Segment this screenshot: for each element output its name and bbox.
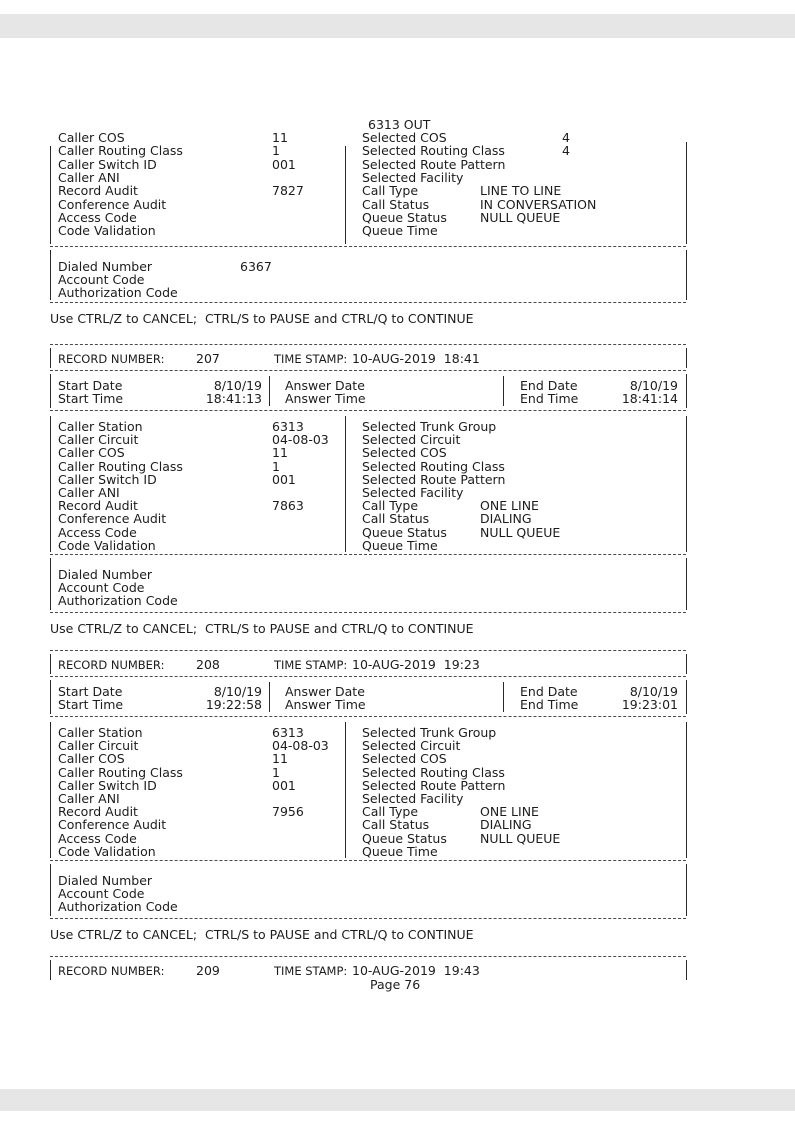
dashed-rule — [50, 676, 686, 677]
field-label: Caller COS — [58, 445, 125, 461]
vertical-rule — [686, 142, 687, 244]
control-hint-text: Use CTRL/Z to CANCEL; CTRL/S to PAUSE and CTRL/Q to CONTINUE — [50, 311, 474, 326]
field-value: ONE LINE — [480, 498, 539, 514]
record-number-value: 209 — [196, 963, 220, 978]
account-code-label: Account Code — [58, 272, 145, 287]
field-value: 7827 — [272, 183, 304, 199]
field-label: Queue Status — [362, 524, 447, 540]
field-label: Code Validation — [58, 843, 156, 859]
start-date-value: 8/10/19 — [213, 684, 262, 699]
field-label: Record Audit — [58, 498, 138, 514]
field-label: Caller Circuit — [58, 432, 139, 448]
answer-time-label: Answer Time — [285, 697, 366, 712]
field-label: Conference Audit — [58, 817, 167, 833]
vertical-rule — [50, 348, 51, 368]
field-label: Caller COS — [58, 751, 125, 767]
field-label: Selected Route Pattern — [362, 777, 506, 793]
start-date-value: 8/10/19 — [213, 378, 262, 393]
end-time-value: 18:41:14 — [621, 391, 678, 406]
field-label: Selected COS — [362, 445, 447, 461]
field-label: Conference Audit — [58, 511, 167, 527]
dashed-rule — [50, 370, 686, 371]
end-time-value: 19:23:01 — [621, 697, 678, 712]
answer-date-label: Answer Date — [285, 684, 365, 699]
field-label: Caller Switch ID — [58, 777, 157, 793]
field-value: 4 — [562, 130, 570, 145]
field-label: Access Code — [58, 830, 137, 846]
field-value: 04-08-03 — [272, 432, 329, 448]
dashed-rule — [50, 650, 686, 651]
field-value: DIALING — [480, 817, 532, 833]
field-label: Caller COS — [58, 130, 125, 145]
dialed-number-label: Dialed Number — [58, 873, 153, 888]
dashed-rule — [50, 612, 686, 613]
field-label: Caller Circuit — [58, 738, 139, 754]
account-code-label: Account Code — [58, 886, 145, 901]
field-label: Caller Station — [58, 725, 143, 740]
time-stamp-value: 10-AUG-2019 18:41 — [352, 351, 480, 366]
vertical-rule — [50, 960, 51, 980]
vertical-rule — [686, 374, 687, 408]
field-label: Code Validation — [58, 537, 156, 553]
field-label: Caller ANI — [58, 485, 120, 500]
record-number-value: 207 — [196, 351, 220, 366]
field-label: Caller ANI — [58, 169, 120, 185]
record-number-label: RECORD NUMBER: — [58, 658, 165, 672]
end-date-label: End Date — [520, 684, 578, 699]
vertical-rule — [269, 682, 270, 712]
field-label: Selected Facility — [362, 169, 464, 185]
vertical-rule — [269, 376, 270, 406]
start-time-label: Start Time — [58, 391, 124, 406]
time-stamp-label: TIME STAMP: — [274, 964, 348, 978]
vertical-rule — [686, 864, 687, 916]
time-stamp-value: 10-AUG-2019 19:43 — [352, 963, 480, 978]
field-label: Queue Time — [362, 223, 438, 239]
vertical-rule — [686, 558, 687, 610]
vertical-rule — [50, 864, 51, 916]
scan-bottom-band — [0, 1089, 795, 1111]
end-time-label: End Time — [520, 391, 579, 406]
dashed-rule — [50, 344, 686, 345]
field-label: Selected Routing Class — [362, 143, 505, 159]
field-label: Selected Routing Class — [362, 458, 505, 474]
field-value: 001 — [272, 471, 296, 487]
dashed-rule — [50, 246, 686, 247]
start-date-label: Start Date — [58, 378, 123, 393]
field-value: 1 — [272, 143, 280, 159]
dialed-number-label: Dialed Number — [58, 259, 153, 274]
answer-date-label: Answer Date — [285, 378, 365, 393]
vertical-rule — [686, 250, 687, 300]
field-label: Selected Facility — [362, 791, 464, 806]
field-label: Selected Facility — [362, 485, 464, 500]
vertical-rule — [50, 374, 51, 408]
vertical-rule — [686, 722, 687, 858]
vertical-rule — [686, 654, 687, 674]
dashed-rule — [50, 860, 686, 861]
start-time-value: 18:41:13 — [205, 391, 262, 406]
field-value: 1 — [272, 458, 280, 474]
vertical-rule — [50, 722, 51, 858]
authorization-code-label: Authorization Code — [58, 899, 178, 914]
authorization-code-label: Authorization Code — [58, 593, 178, 608]
field-label: Queue Status — [362, 830, 447, 846]
field-value: NULL QUEUE — [480, 830, 561, 846]
field-label: Queue Time — [362, 843, 438, 859]
start-date-label: Start Date — [58, 684, 123, 699]
vertical-rule — [50, 416, 51, 552]
account-code-label: Account Code — [58, 580, 145, 595]
field-label: Selected Circuit — [362, 432, 461, 448]
vertical-rule — [686, 960, 687, 980]
vertical-rule — [50, 146, 51, 244]
field-value: 7863 — [272, 498, 304, 514]
record-fragment-header: 6313 OUT — [368, 117, 431, 132]
field-label: Caller ANI — [58, 791, 120, 806]
start-time-label: Start Time — [58, 697, 124, 712]
field-value: 001 — [272, 156, 296, 172]
control-hint-text: Use CTRL/Z to CANCEL; CTRL/S to PAUSE and CTRL/Q to CONTINUE — [50, 621, 474, 636]
field-label: Caller Routing Class — [58, 143, 183, 159]
field-value: 11 — [272, 130, 288, 145]
field-label: Caller Station — [58, 419, 143, 434]
vertical-rule — [345, 722, 346, 858]
field-value: NULL QUEUE — [480, 209, 561, 225]
vertical-rule — [345, 416, 346, 552]
field-value: 1 — [272, 764, 280, 780]
field-value: 7956 — [272, 804, 304, 820]
field-label: Call Type — [362, 183, 419, 199]
field-label: Selected Route Pattern — [362, 156, 506, 172]
field-value: 001 — [272, 777, 296, 793]
vertical-rule — [503, 376, 504, 406]
field-value: LINE TO LINE — [480, 183, 562, 199]
field-value: 11 — [272, 445, 288, 461]
end-date-value: 8/10/19 — [629, 684, 678, 699]
end-time-label: End Time — [520, 697, 579, 712]
field-label: Selected COS — [362, 130, 447, 145]
field-label: Conference Audit — [58, 196, 167, 212]
start-time-value: 19:22:58 — [205, 697, 262, 712]
field-label: Queue Status — [362, 209, 447, 225]
field-label: Call Status — [362, 196, 430, 212]
dialed-number-value: 6367 — [240, 259, 272, 274]
field-value: 11 — [272, 751, 288, 767]
field-value: 04-08-03 — [272, 738, 329, 754]
end-date-label: End Date — [520, 378, 578, 393]
field-value: 6313 — [272, 419, 304, 434]
field-label: Selected COS — [362, 751, 447, 767]
field-value: 4 — [562, 143, 570, 159]
field-label: Selected Trunk Group — [362, 419, 497, 434]
field-value: IN CONVERSATION — [480, 196, 597, 212]
end-date-value: 8/10/19 — [629, 378, 678, 393]
field-value: NULL QUEUE — [480, 524, 561, 540]
control-hint-text: Use CTRL/Z to CANCEL; CTRL/S to PAUSE and CTRL/Q to CONTINUE — [50, 927, 474, 942]
time-stamp-label: TIME STAMP: — [274, 658, 348, 672]
field-label: Call Type — [362, 804, 419, 820]
page-number: Page 76 — [370, 977, 421, 992]
field-label: Code Validation — [58, 223, 156, 239]
field-value: DIALING — [480, 511, 532, 527]
dashed-rule — [50, 554, 686, 555]
vertical-rule — [50, 250, 51, 300]
dialed-number-label: Dialed Number — [58, 567, 153, 582]
field-label: Caller Routing Class — [58, 458, 183, 474]
record-number-label: RECORD NUMBER: — [58, 964, 165, 978]
field-label: Caller Switch ID — [58, 471, 157, 487]
field-label: Selected Trunk Group — [362, 725, 497, 740]
field-label: Access Code — [58, 209, 137, 225]
field-label: Call Type — [362, 498, 419, 514]
field-label: Selected Circuit — [362, 738, 461, 754]
time-stamp-label: TIME STAMP: — [274, 352, 348, 366]
field-label: Record Audit — [58, 804, 138, 820]
record-number-label: RECORD NUMBER: — [58, 352, 165, 366]
vertical-rule — [686, 348, 687, 368]
answer-time-label: Answer Time — [285, 391, 366, 406]
field-value: ONE LINE — [480, 804, 539, 820]
field-label: Call Status — [362, 817, 430, 833]
dashed-rule — [50, 918, 686, 919]
record-number-value: 208 — [196, 657, 220, 672]
dashed-rule — [50, 956, 686, 957]
dashed-rule — [50, 302, 686, 303]
vertical-rule — [686, 416, 687, 552]
vertical-rule — [50, 680, 51, 714]
field-label: Queue Time — [362, 537, 438, 553]
field-label: Selected Route Pattern — [362, 471, 506, 487]
field-label: Access Code — [58, 524, 137, 540]
scan-top-band — [0, 14, 795, 38]
field-label: Call Status — [362, 511, 430, 527]
authorization-code-label: Authorization Code — [58, 285, 178, 300]
field-value: 6313 — [272, 725, 304, 740]
vertical-rule — [503, 682, 504, 712]
dashed-rule — [50, 410, 686, 411]
time-stamp-value: 10-AUG-2019 19:23 — [352, 657, 480, 672]
field-label: Caller Routing Class — [58, 764, 183, 780]
vertical-rule — [50, 654, 51, 674]
vertical-rule — [345, 146, 346, 244]
vertical-rule — [50, 558, 51, 610]
dashed-rule — [50, 716, 686, 717]
vertical-rule — [686, 680, 687, 714]
field-label: Caller Switch ID — [58, 156, 157, 172]
field-label: Selected Routing Class — [362, 764, 505, 780]
field-label: Record Audit — [58, 183, 138, 199]
